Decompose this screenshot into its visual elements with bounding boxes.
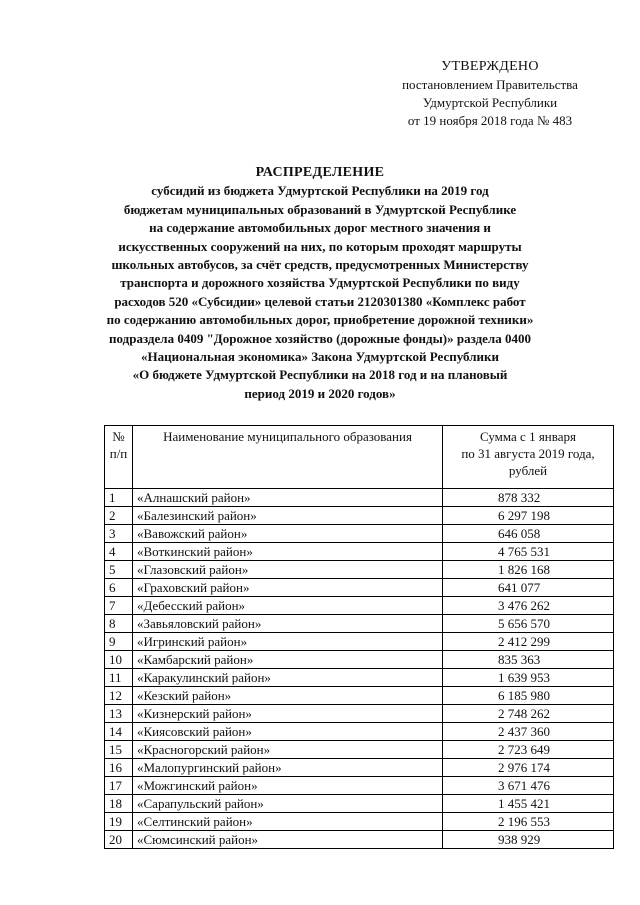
table-row	[105, 543, 614, 561]
table-row	[105, 579, 614, 597]
approval-line-2: постановлением Правительства	[402, 77, 578, 92]
header-number-line1: №	[112, 429, 125, 444]
row-number: 1	[105, 489, 133, 507]
approval-line-4: от 19 ноября 2018 года № 483	[407, 113, 573, 128]
row-number: 8	[105, 615, 133, 633]
row-municipality: «Алнашский район»	[133, 489, 443, 507]
row-sum: 878 332	[443, 489, 614, 507]
row-number: 4	[105, 543, 133, 561]
row-sum: 5 656 570	[443, 615, 614, 633]
table-row	[105, 561, 614, 579]
title-line: расходов 520 «Субсидии» целевой статьи 2120301380 «Комплекс работ	[114, 293, 526, 309]
row-municipality: «Сюмсинский район»	[133, 831, 443, 849]
row-number: 5	[105, 561, 133, 579]
row-sum: 641 077	[443, 579, 614, 597]
table-row	[105, 525, 614, 543]
title-line: бюджетам муниципальных образований в Удмуртской Республике	[123, 201, 517, 217]
row-number: 13	[105, 705, 133, 723]
row-number: 16	[105, 759, 133, 777]
title-line: по содержанию автомобильных дорог, приобретение дорожной техники»	[106, 312, 534, 328]
table-row	[105, 669, 614, 687]
row-municipality: «Каракулинский район»	[133, 669, 443, 687]
row-sum: 2 196 553	[443, 813, 614, 831]
table-row	[105, 489, 614, 507]
header-sum-line3: рублей	[508, 463, 548, 478]
table-row	[105, 741, 614, 759]
row-municipality: «Можгинский район»	[133, 777, 443, 795]
row-municipality: «Завьяловский район»	[133, 615, 443, 633]
row-number: 6	[105, 579, 133, 597]
title-line: искусственных сооружений на них, по которым проходят маршруты	[118, 238, 522, 254]
header-number-line2: п/п	[109, 446, 128, 461]
title-line: период 2019 и 2020 годов»	[244, 385, 396, 401]
header-name: Наименование муниципального образования	[133, 426, 443, 489]
row-sum: 2 748 262	[443, 705, 614, 723]
table-row	[105, 633, 614, 651]
table-row	[105, 705, 614, 723]
row-number: 3	[105, 525, 133, 543]
document-title	[90, 164, 550, 403]
row-municipality: «Дебесский район»	[133, 597, 443, 615]
table-row	[105, 795, 614, 813]
row-sum: 2 723 649	[443, 741, 614, 759]
row-municipality: «Граховский район»	[133, 579, 443, 597]
distribution-table	[104, 425, 614, 849]
row-number: 14	[105, 723, 133, 741]
row-number: 17	[105, 777, 133, 795]
row-sum: 1 639 953	[443, 669, 614, 687]
row-sum: 3 476 262	[443, 597, 614, 615]
row-sum: 3 671 476	[443, 777, 614, 795]
row-municipality: «Вавожский район»	[133, 525, 443, 543]
row-sum: 2 437 360	[443, 723, 614, 741]
table-row	[105, 723, 614, 741]
row-number: 12	[105, 687, 133, 705]
row-sum: 2 412 299	[443, 633, 614, 651]
title-line: транспорта и дорожного хозяйства Удмуртской Республики по виду	[120, 275, 520, 291]
row-municipality: «Кезский район»	[133, 687, 443, 705]
row-sum: 4 765 531	[443, 543, 614, 561]
row-sum: 1 455 421	[443, 795, 614, 813]
title-line: подраздела 0409 "Дорожное хозяйство (дорожные фонды)» раздела 0400	[109, 330, 531, 346]
header-sum-line2: по 31 августа 2019 года,	[461, 446, 595, 461]
table-row	[105, 507, 614, 525]
title-line: школьных автобусов, за счёт средств, предусмотренных Министерству	[111, 257, 529, 273]
header-number	[105, 426, 133, 489]
row-sum: 646 058	[443, 525, 614, 543]
table-row	[105, 759, 614, 777]
table-row	[105, 687, 614, 705]
row-number: 2	[105, 507, 133, 525]
row-number: 11	[105, 669, 133, 687]
header-sum-line1: Сумма с 1 января	[480, 429, 576, 444]
row-municipality: «Балезинский район»	[133, 507, 443, 525]
row-number: 9	[105, 633, 133, 651]
table-row	[105, 615, 614, 633]
approval-line-3: Удмуртской Республики	[422, 95, 558, 110]
table-row	[105, 813, 614, 831]
title-line: субсидий из бюджета Удмуртской Республики на 2019 год	[151, 183, 489, 199]
row-number: 20	[105, 831, 133, 849]
row-number: 19	[105, 813, 133, 831]
row-municipality: «Киясовский район»	[133, 723, 443, 741]
row-sum: 938 929	[443, 831, 614, 849]
row-municipality: «Глазовский район»	[133, 561, 443, 579]
row-municipality: «Сарапульский район»	[133, 795, 443, 813]
row-municipality: «Красногорский район»	[133, 741, 443, 759]
row-number: 10	[105, 651, 133, 669]
title-line: на содержание автомобильных дорог местного значения и	[149, 220, 491, 236]
approval-heading: УТВЕРЖДЕНО	[441, 59, 539, 74]
approval-block	[380, 58, 600, 130]
row-municipality: «Кизнерский район»	[133, 705, 443, 723]
row-sum: 6 185 980	[443, 687, 614, 705]
row-number: 18	[105, 795, 133, 813]
row-sum: 835 363	[443, 651, 614, 669]
row-sum: 1 826 168	[443, 561, 614, 579]
row-sum: 2 976 174	[443, 759, 614, 777]
row-municipality: «Воткинский район»	[133, 543, 443, 561]
title-heading: РАСПРЕДЕЛЕНИЕ	[255, 165, 385, 180]
title-line: «О бюджете Удмуртской Республики на 2018 год и на плановый	[132, 367, 508, 383]
row-sum: 6 297 198	[443, 507, 614, 525]
title-line: «Национальная экономика» Закона Удмуртской Республики	[140, 349, 499, 365]
table-row	[105, 777, 614, 795]
table-row	[105, 831, 614, 849]
row-municipality: «Селтинский район»	[133, 813, 443, 831]
row-municipality: «Камбарский район»	[133, 651, 443, 669]
table-row	[105, 651, 614, 669]
row-municipality: «Малопургинский район»	[133, 759, 443, 777]
row-number: 7	[105, 597, 133, 615]
row-municipality: «Игринский район»	[133, 633, 443, 651]
header-sum	[443, 426, 614, 489]
row-number: 15	[105, 741, 133, 759]
table-row	[105, 597, 614, 615]
table-header-row	[105, 426, 614, 489]
